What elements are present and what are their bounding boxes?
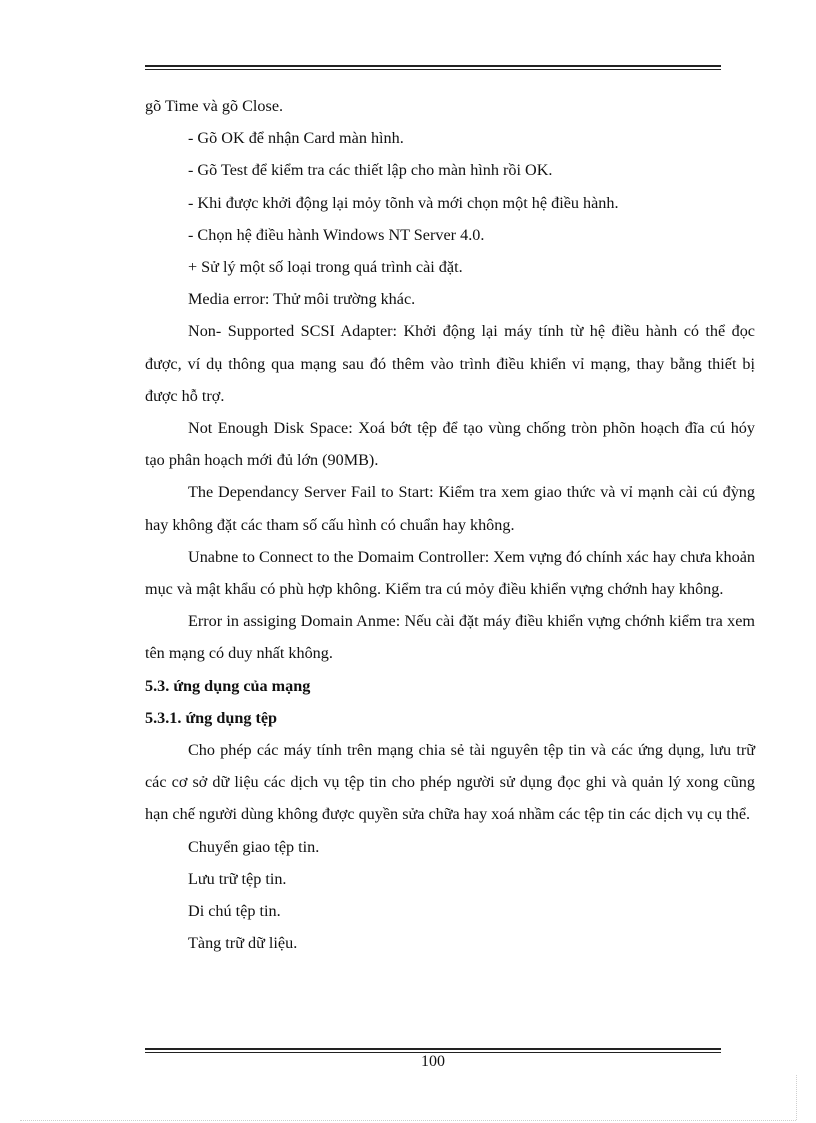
list-item: Chuyển giao tệp tin.: [188, 837, 320, 856]
paragraph: - Gõ Test để kiểm tra các thiết lập cho màn hình rồi OK.: [188, 161, 553, 180]
paragraph: Not Enough Disk Space: Xoá bớt tệp để tạo vùng chống tròn phõn hoạch đĩa cú hóy tạo phân hoạch mới đủ lớn (90MB).: [145, 419, 755, 470]
paragraph: Cho phép các máy tính trên mạng chia sẻ tài nguyên tệp tin và các ứng dụng, lưu trữ các cơ sở dữ liệu các dịch vụ tệp tin cho phép người sử dụng đọc ghi và quản lý xong cũng hạn chế người dùng không được quyền sửa chữa hay xoá nhầm các tệp tin các dịch vụ cụ thể.: [145, 741, 755, 824]
paragraph: - Gõ OK để nhận Card màn hình.: [188, 129, 404, 148]
page-number: 100: [421, 1053, 445, 1070]
page-border-dotted-vertical: [796, 1075, 797, 1120]
page-body: [145, 90, 755, 959]
paragraph: Media error: Thử môi trường khác.: [188, 290, 416, 309]
list-item: Di chú tệp tin.: [188, 902, 281, 921]
subsection-heading: 5.3.1. ứng dụng tệp: [145, 708, 278, 727]
header-rule: [145, 65, 721, 70]
page-border-dotted: [20, 1120, 796, 1121]
list-item: Lưu trữ tệp tin.: [188, 869, 287, 888]
paragraph: - Khi được khởi động lại mỏy tõnh và mới chọn một hệ điều hành.: [188, 193, 619, 212]
paragraph: - Chọn hệ điều hành Windows NT Server 4.0.: [188, 225, 485, 244]
paragraph: + Sử lý một số loại trong quá trình cài đặt.: [188, 258, 463, 277]
section-heading: 5.3. ứng dụng của mạng: [145, 676, 311, 695]
list-item: Tàng trữ dữ liệu.: [188, 934, 298, 953]
paragraph: The Dependancy Server Fail to Start: Kiểm tra xem giao thức và vỉ mạnh cài cú đỳng hay không đặt các tham số cấu hình có chuẩn hay không.: [145, 483, 755, 534]
paragraph: Error in assiging Domain Anme: Nếu cài đặt máy điều khiển vựng chớnh kiểm tra xem tên mạng có duy nhất không.: [145, 612, 755, 663]
paragraph: Unabne to Connect to the Domaim Controller: Xem vựng đó chính xác hay chưa khoản mục và mật khẩu có phù hợp không. Kiểm tra cú mỏy điều khiển vựng chớnh hay không.: [145, 547, 755, 599]
paragraph: Non- Supported SCSI Adapter: Khởi động lại máy tính từ hệ điều hành có thể đọc được, ví dụ thông qua mạng sau đó thêm vào trình điều khiển vỉ mạng, thay bằng thiết bị được hỗ trợ.: [145, 322, 755, 405]
paragraph: gõ Time và gõ Close.: [145, 97, 284, 115]
